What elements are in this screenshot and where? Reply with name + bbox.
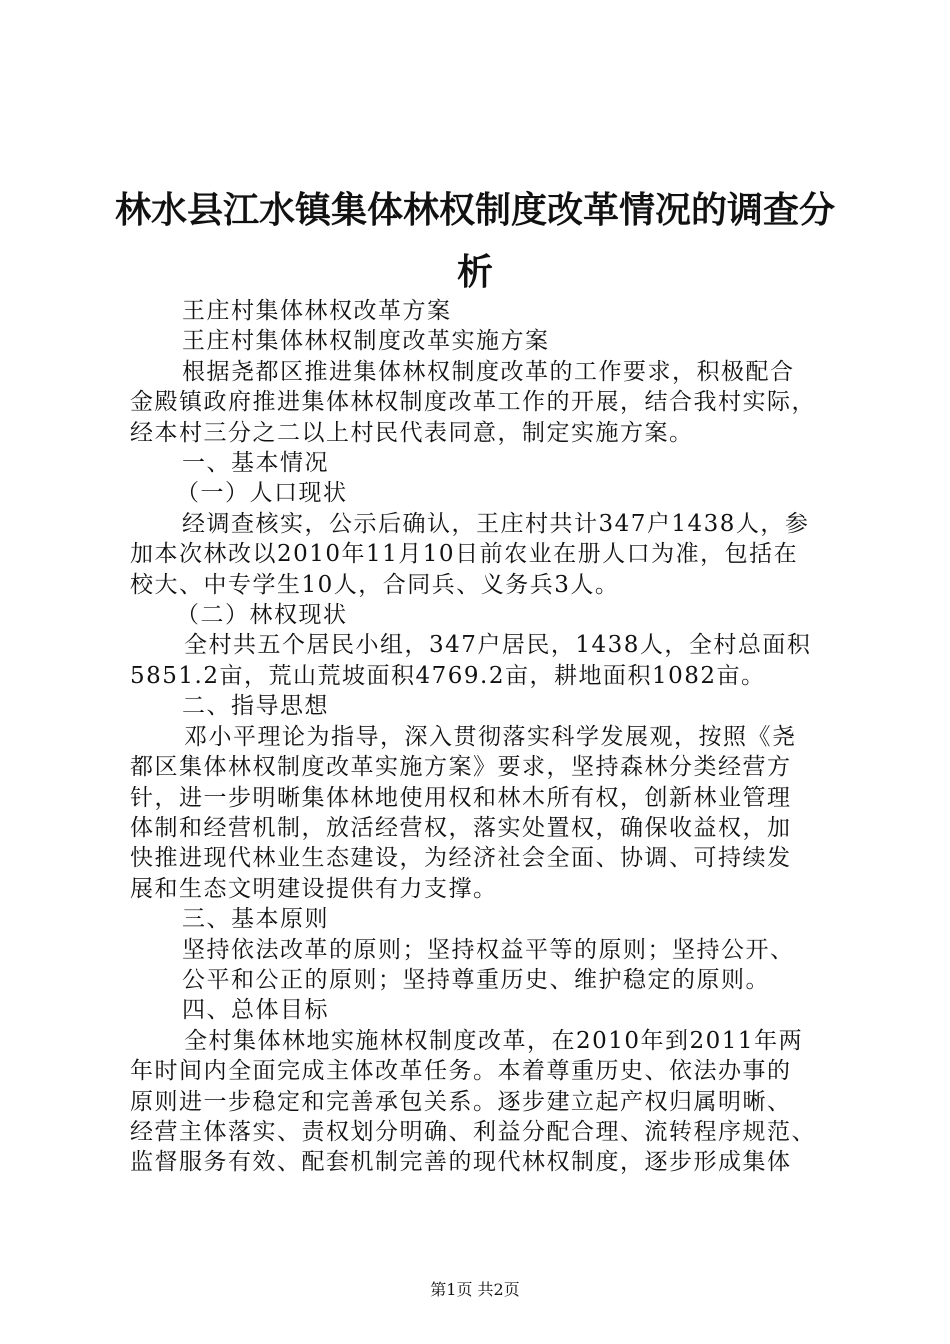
section-heading: 三、基本原则 <box>182 906 329 933</box>
paragraph-line: 全村集体林地实施林权制度改革，在2010年到2011年两 <box>184 1027 804 1054</box>
paragraph-line: 邓小平理论为指导，深入贯彻落实科学发展观，按照《尧 <box>184 723 797 750</box>
paragraph-line: 都区集体林权制度改革实施方案》要求，坚持森林分类经营方 <box>130 754 792 781</box>
paragraph-line: 公平和公正的原则；坚持尊重历史、维护稳定的原则。 <box>182 966 770 993</box>
paragraph-line: 经本村三分之二以上村民代表同意，制定实施方案。 <box>130 419 694 446</box>
paragraph-line: 坚持依法改革的原则；坚持权益平等的原则；坚持公开、 <box>182 936 795 963</box>
paragraph-line: 展和生态文明建设提供有力支撑。 <box>130 875 498 902</box>
paragraph-line: 金殿镇政府推进集体林权制度改革工作的开展，结合我村实际， <box>130 389 816 416</box>
paragraph-line: 根据尧都区推进集体林权制度改革的工作要求，积极配合 <box>182 358 795 385</box>
paragraph-line: 监督服务有效、配套机制完善的现代林权制度，逐步形成集体 <box>130 1149 792 1176</box>
paragraph-line: 快推进现代林业生态建设，为经济社会全面、协调、可持续发 <box>130 845 792 872</box>
paragraph-line: 全村共五个居民小组，347户居民，1438人，全村总面积 <box>184 632 812 659</box>
paragraph-line: 经调查核实，公示后确认，王庄村共计347户1438人，参 <box>182 510 810 537</box>
section-heading: 四、总体目标 <box>182 997 329 1024</box>
section-heading: 一、基本情况 <box>182 450 329 477</box>
paragraph-line: 王庄村集体林权制度改革实施方案 <box>182 328 550 355</box>
subsection-heading: （一）人口现状 <box>176 480 348 507</box>
section-heading: 二、指导思想 <box>182 693 329 720</box>
page-footer: 第1页 共2页 <box>430 1280 520 1299</box>
paragraph-line: 加本次林改以2010年11月10日前农业在册人口为准，包括在 <box>130 541 799 568</box>
paragraph-line: 年时间内全面完成主体改革任务。本着尊重历史、依法办事的 <box>130 1058 792 1085</box>
document-title: 林水县江水镇集体林权制度改革情况的调查分析 <box>114 190 835 293</box>
paragraph-line: 5851.2亩，荒山荒坡面积4769.2亩，耕地面积1082亩。 <box>130 662 766 689</box>
paragraph-line: 体制和经营机制，放活经营权，落实处置权，确保收益权，加 <box>130 814 792 841</box>
paragraph-line: 王庄村集体林权改革方案 <box>182 298 452 324</box>
paragraph-line: 校大、中专学生10人，合同兵、义务兵3人。 <box>130 571 620 598</box>
paragraph-line: 原则进一步稳定和完善承包关系。逐步建立起产权归属明晰、 <box>130 1088 792 1115</box>
document-body <box>130 296 830 1178</box>
paragraph-line: 针，进一步明晰集体林地使用权和林木所有权，创新林业管理 <box>130 784 792 811</box>
subsection-heading: （二）林权现状 <box>176 602 348 629</box>
paragraph-line: 经营主体落实、责权划分明确、利益分配合理、流转程序规范、 <box>130 1118 816 1145</box>
